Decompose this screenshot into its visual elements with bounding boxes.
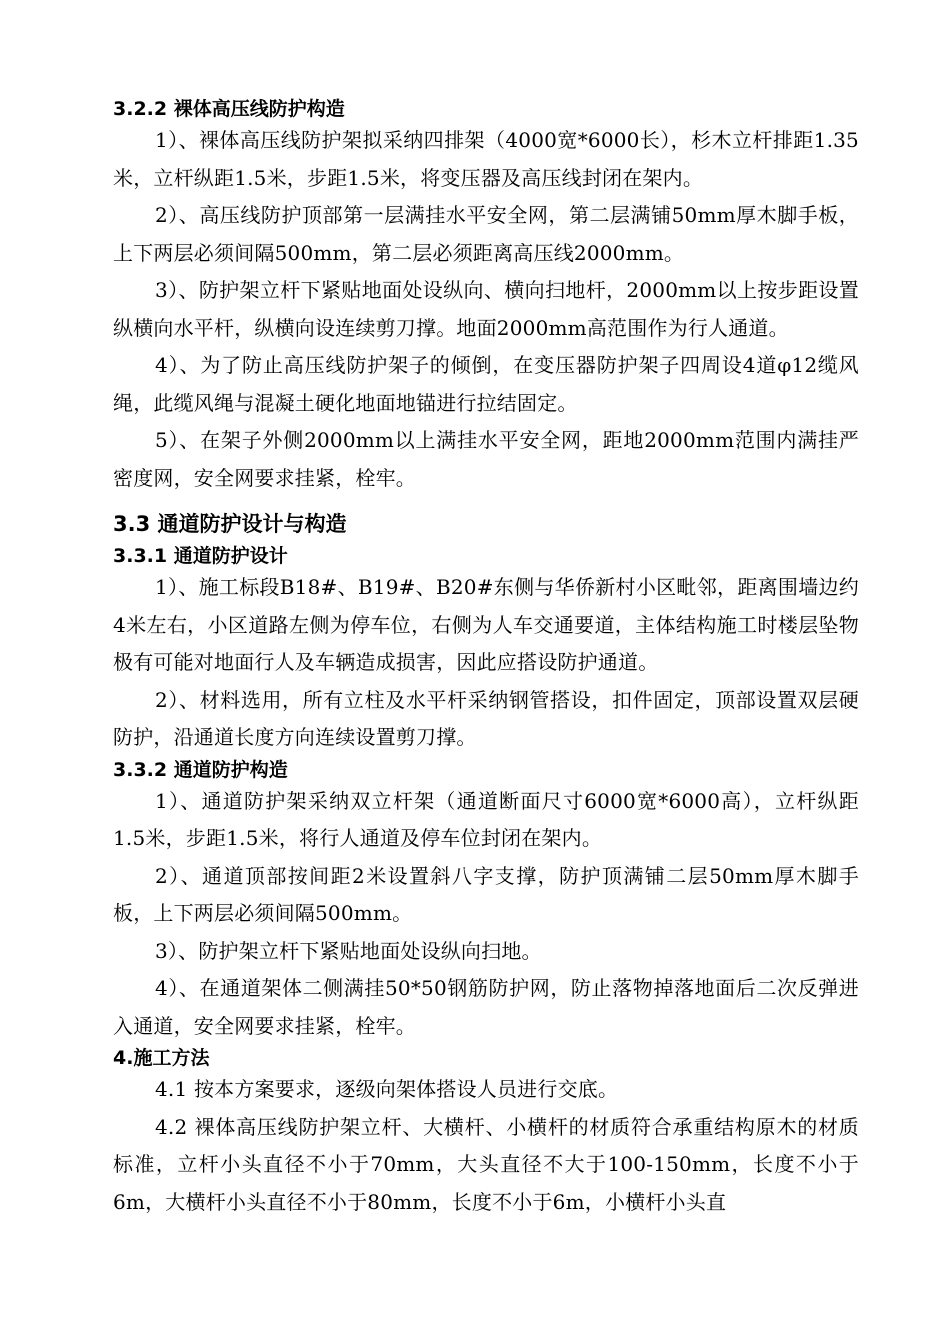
document-body	[113, 96, 859, 1221]
paragraph: 1）、通道防护架采纳双立杆架（通道断面尺寸6000宽*6000高），立杆纵距1.5米，步距1.5米，将行人通道及停车位封闭在架内。	[113, 788, 859, 850]
paragraph: 2）、高压线防护顶部第一层满挂水平安全网，第二层满铺50mm厚木脚手板，上下两层必须间隔500mm，第二层必须距离高压线2000mm。	[113, 203, 859, 265]
paragraph: 2）、材料选用，所有立柱及水平杆采纳钢管搭设，扣件固定，顶部设置双层硬防护，沿通道长度方向连续设置剪刀撑。	[113, 687, 859, 749]
paragraph: 1）、裸体高压线防护架拟采纳四排架（4000宽*6000长），杉木立杆排距1.35米，立杆纵距1.5米，步距1.5米，将变压器及高压线封闭在架内。	[113, 128, 859, 190]
paragraph: 4）、为了防止高压线防护架子的倾倒，在变压器防护架子四周设4道φ12缆风绳，此缆风绳与混凝土硬化地面地锚进行拉结固定。	[113, 353, 859, 415]
paragraph: 3）、防护架立杆下紧贴地面处设纵向扫地。	[155, 938, 542, 963]
paragraph: 2）、通道顶部按间距2米设置斜八字支撑，防护顶满铺二层50mm厚木脚手板，上下两层必须间隔500mm。	[113, 863, 859, 925]
paragraph: 1）、施工标段B18#、B19#、B20#东侧与华侨新村小区毗邻，距离围墙边约4米左右，小区道路左侧为停车位，右侧为人车交通要道，主体结构施工时楼层坠物极有可能对地面行人及车辆造成损害，因此应搭设防护通道。	[113, 575, 859, 674]
paragraph: 3）、防护架立杆下紧贴地面处设纵向、横向扫地杆，2000mm以上按步距设置纵横向水平杆，纵横向设连续剪刀撑。地面2000mm高范围作为行人通道。	[113, 278, 859, 340]
section-heading-3-3: 3.3 通道防护设计与构造	[113, 512, 347, 536]
paragraph: 5）、在架子外侧2000mm以上满挂水平安全网，距地2000mm范围内满挂严密度网，安全网要求挂紧，栓牢。	[113, 428, 859, 490]
section-heading-4: 4.施工方法	[113, 1047, 210, 1069]
section-heading-3-2-2: 3.2.2 裸体高压线防护构造	[113, 98, 345, 120]
paragraph: 4）、在通道架体二侧满挂50*50钢筋防护网，防止落物掉落地面后二次反弹进入通道，安全网要求挂紧，栓牢。	[113, 976, 859, 1038]
paragraph: 4.1 按本方案要求，逐级向架体搭设人员进行交底。	[155, 1077, 619, 1101]
section-heading-3-3-1: 3.3.1 通道防护设计	[113, 545, 288, 567]
paragraph: 4.2 裸体高压线防护架立杆、大横杆、小横杆的材质符合承重结构原木的材质标准，立杆小头直径不小于70mm，大头直径不大于100-150mm，长度不小于6m，大横杆小头直径不小于80mm，长度不小于6m，小横杆小头直	[113, 1114, 859, 1214]
section-heading-3-3-2: 3.3.2 通道防护构造	[113, 758, 288, 781]
